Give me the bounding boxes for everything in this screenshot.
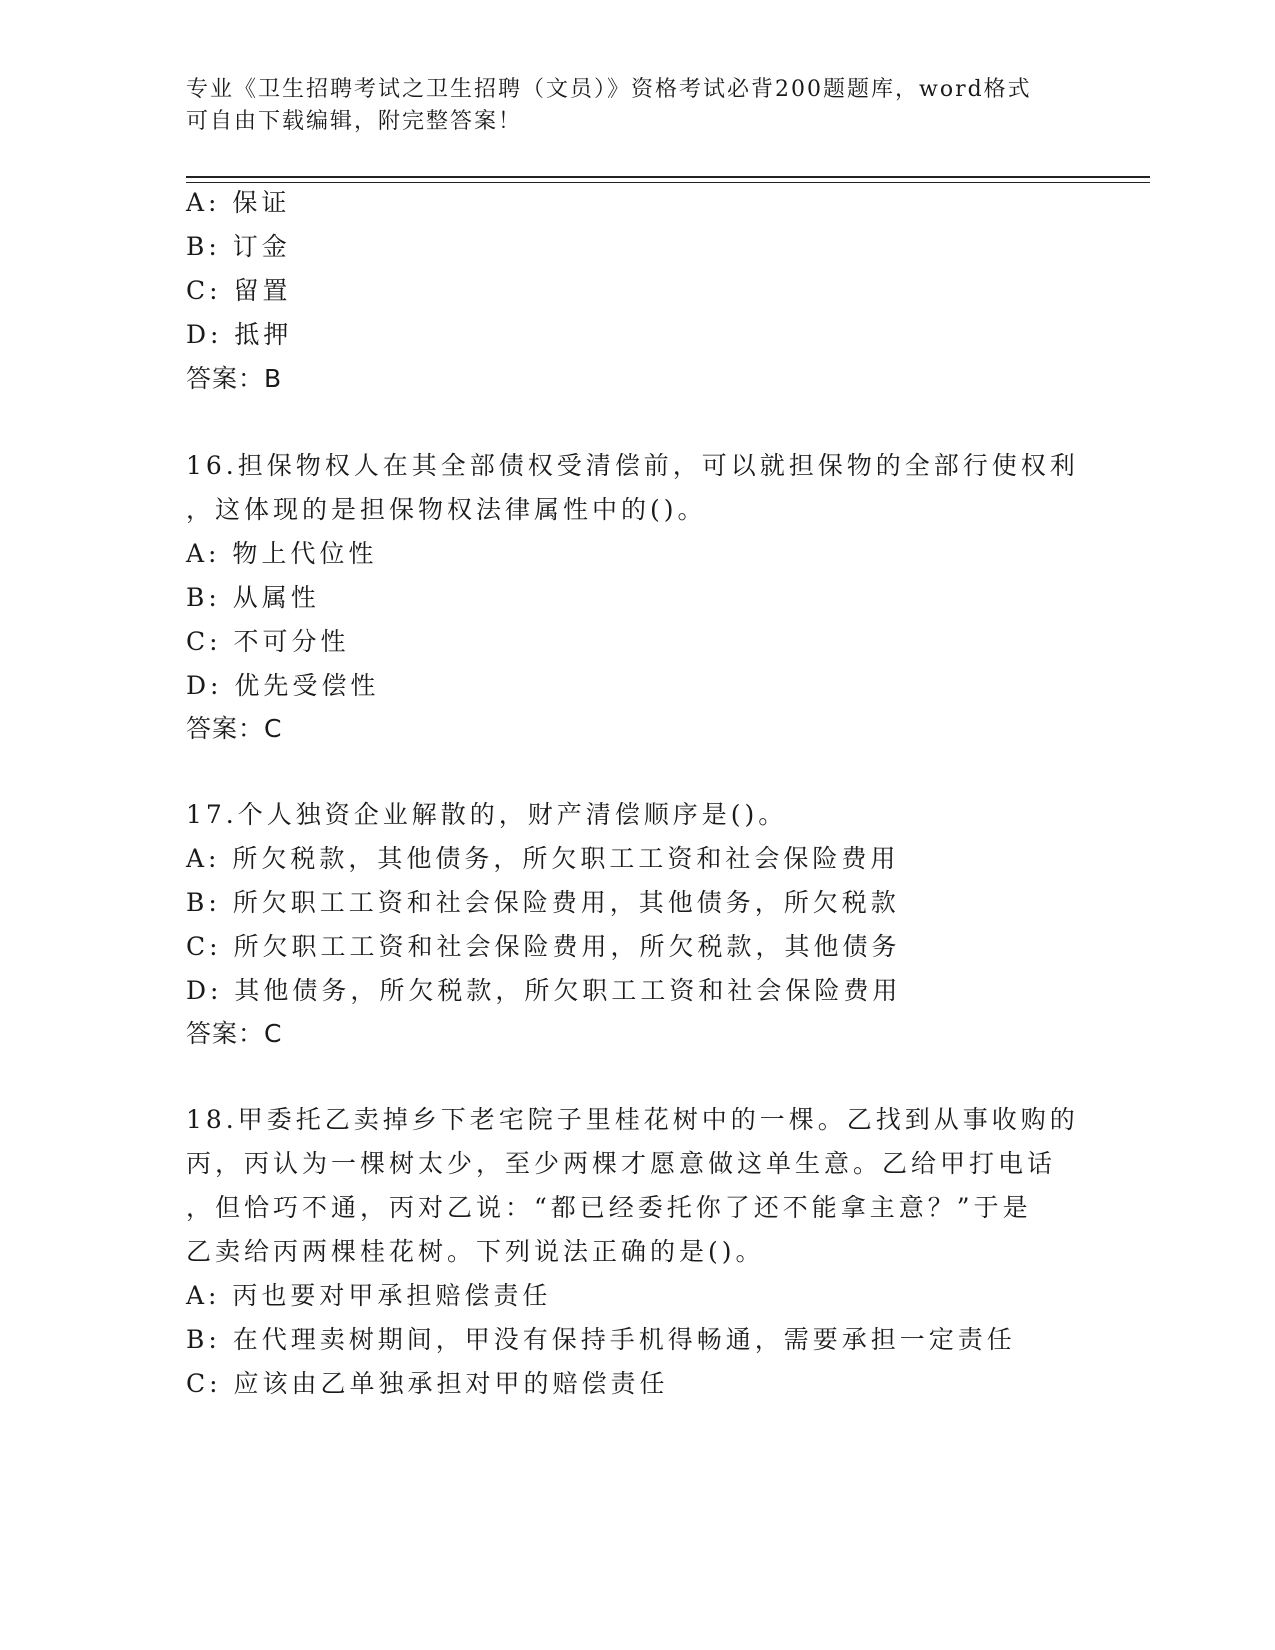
document-header xyxy=(186,74,1086,138)
q17-answer: 答案：C xyxy=(186,1019,283,1048)
q17-option-b: B: 所欠职工工资和社会保险费用，其他债务，所欠税款 xyxy=(186,888,900,917)
q18-option-a: A: 丙也要对甲承担赔偿责任 xyxy=(186,1281,552,1310)
q17-option-a: A: 所欠税款，其他债务，所欠职工工资和社会保险费用 xyxy=(186,844,900,873)
header-rule-thick xyxy=(186,176,1150,178)
header-line-2: 可自由下载编辑，附完整答案！ xyxy=(186,109,523,134)
q17-option-d: D: 其他债务，所欠税款，所欠职工工资和社会保险费用 xyxy=(186,976,902,1005)
q15-option-a: A: 保证 xyxy=(186,188,291,217)
q17-stem-line-1: 17.个人独资企业解散的，财产清偿顺序是()。 xyxy=(186,800,788,829)
q18-stem-line-3: ，但恰巧不通，丙对乙说：“都已经委托你了还不能拿主意？”于是 xyxy=(186,1193,1032,1222)
q16-option-c: C: 不可分性 xyxy=(186,627,350,656)
q16-option-b: B: 从属性 xyxy=(186,583,320,612)
q15-option-c: C: 留置 xyxy=(186,276,292,305)
header-rule-thin xyxy=(186,182,1150,183)
q15-option-d: D: 抵押 xyxy=(186,320,293,349)
q18-stem-line-1: 18.甲委托乙卖掉乡下老宅院子里桂花树中的一棵。乙找到从事收购的 xyxy=(186,1105,1079,1134)
q17-option-c: C: 所欠职工工资和社会保险费用，所欠税款，其他债务 xyxy=(186,932,901,961)
q18-stem-line-4: 乙卖给丙两棵桂花树。下列说法正确的是()。 xyxy=(186,1237,765,1266)
q16-answer: 答案：C xyxy=(186,714,283,743)
q16-option-d: D: 优先受偿性 xyxy=(186,671,380,700)
q16-stem-line-1: 16.担保物权人在其全部债权受清偿前，可以就担保物的全部行使权利 xyxy=(186,451,1079,480)
q18-stem-line-2: 丙，丙认为一棵树太少，至少两棵才愿意做这单生意。乙给甲打电话 xyxy=(186,1149,1057,1178)
q15-option-b: B: 订金 xyxy=(186,232,291,261)
q18-option-c: C: 应该由乙单独承担对甲的赔偿责任 xyxy=(186,1369,669,1398)
q16-stem-line-2: ，这体现的是担保物权法律属性中的()。 xyxy=(186,495,707,524)
q16-option-a: A: 物上代位性 xyxy=(186,539,378,568)
header-line-1: 专业《卫生招聘考试之卫生招聘（文员）》资格考试必背200题题库，word格式 xyxy=(186,77,1032,102)
q18-option-b: B: 在代理卖树期间，甲没有保持手机得畅通，需要承担一定责任 xyxy=(186,1325,1016,1354)
q15-answer: 答案：B xyxy=(186,364,283,393)
